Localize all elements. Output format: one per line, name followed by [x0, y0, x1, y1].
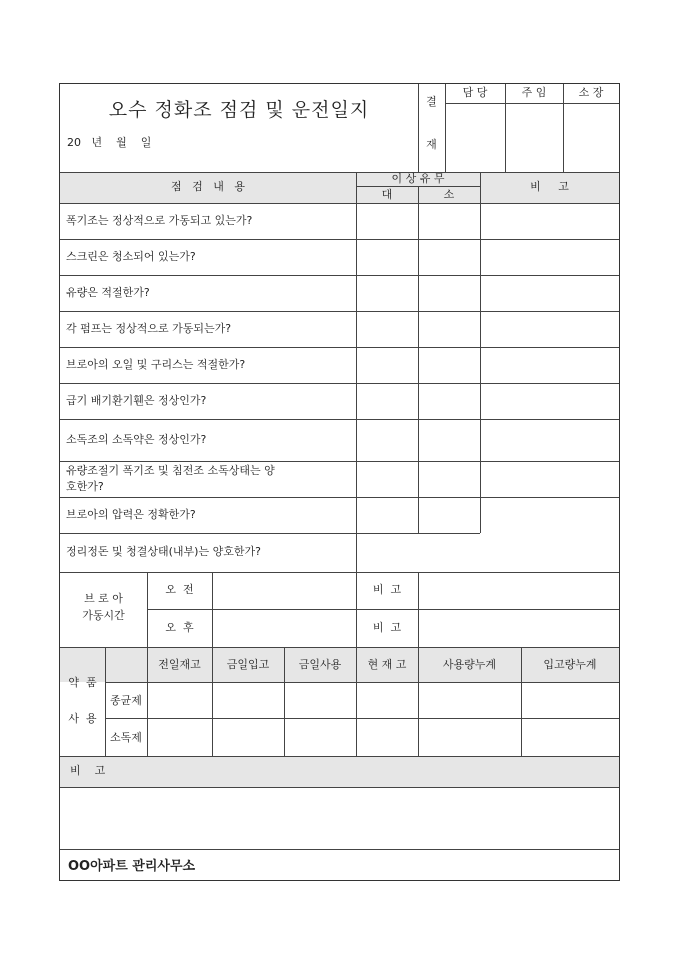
- blower-label-line2: 가동시간: [82, 609, 125, 622]
- blower-label-line1: 브 로 아: [84, 592, 123, 605]
- inspection-item: 브로아의 오일 및 구리스는 적절한가?: [66, 358, 246, 371]
- blower-pm-remark-label: 비 고: [372, 621, 402, 634]
- logbook-form: [59, 83, 620, 881]
- approval-label-top: 결: [426, 95, 437, 108]
- chemical-header-received-total: 입고량누계: [543, 658, 597, 671]
- chemical-header-prev-stock: 전일재고: [158, 658, 201, 671]
- chemical-row-seed: 종균제: [110, 694, 142, 707]
- page-title: 오수 정화조 점검 및 운전일지: [108, 99, 370, 121]
- remarks-header-band: [60, 756, 619, 787]
- approval-label-bottom: 재: [426, 138, 437, 151]
- inspection-item: 각 펌프는 정상적으로 가동되는가?: [66, 322, 232, 335]
- inspection-remark-header: 비 고: [530, 180, 569, 193]
- signature-box-staff[interactable]: [446, 104, 505, 172]
- office-name: OO아파트 관리사무소: [68, 859, 196, 874]
- inspection-item: 폭기조는 정상적으로 가동되고 있는가?: [66, 214, 253, 227]
- inspection-item: 유량조절기 폭기조 및 침전조 소독상태는 양: [66, 464, 275, 477]
- signature-box-chief[interactable]: [506, 104, 563, 172]
- blower-am-remark-label: 비 고: [372, 583, 402, 596]
- signature-box-manager[interactable]: [564, 104, 619, 172]
- approver-staff: 담 당: [462, 86, 488, 99]
- inspection-item: 브로아의 압력은 정확한가?: [66, 508, 196, 521]
- chemical-label-line2: 사 용: [68, 712, 97, 725]
- inspection-item: 정리정돈 및 청결상태(내부)는 양호한가?: [66, 545, 261, 558]
- abnormal-small-header: 소: [443, 188, 455, 201]
- inspection-item: 급기 배기환기휀은 정상인가?: [66, 394, 207, 407]
- inspection-item: 소독조의 소독약은 정상인가?: [66, 433, 207, 446]
- remarks-label: 비 고: [70, 764, 106, 777]
- approver-manager: 소 장: [578, 86, 604, 99]
- inspection-item-continued: 호한가?: [66, 480, 104, 493]
- chemical-label-line1: 약 품: [68, 676, 97, 689]
- inspection-content-header: 점 검 내 용: [171, 180, 245, 193]
- approver-chief: 주 임: [521, 86, 547, 99]
- chemical-header-current-stock: 현 재 고: [367, 658, 407, 671]
- chemical-header-used: 금일사용: [298, 658, 342, 671]
- inspection-item: 유량은 적절한가?: [66, 286, 150, 299]
- remarks-area[interactable]: [60, 788, 619, 849]
- inspection-item: 스크린은 청소되어 있는가?: [66, 250, 196, 263]
- chemical-header-received: 금일입고: [226, 658, 270, 671]
- date-line: 20 년 월 일: [67, 136, 152, 149]
- chemical-row-disinfectant: 소독제: [110, 731, 142, 744]
- blower-am-label: 오 전: [165, 583, 194, 596]
- abnormal-large-header: 대: [381, 188, 393, 201]
- abnormal-header: 이 상 유 무: [391, 172, 445, 185]
- blower-pm-label: 오 후: [165, 621, 194, 634]
- chemical-header-usage-total: 사용량누계: [442, 658, 497, 671]
